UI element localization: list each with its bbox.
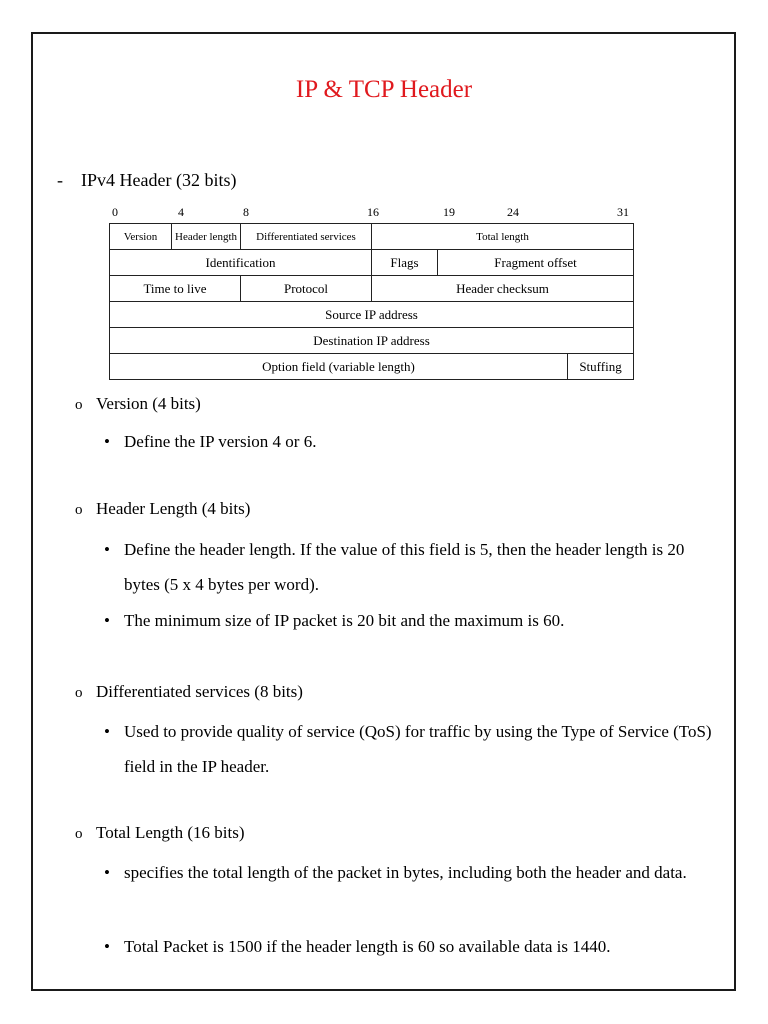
circle-marker: o — [75, 826, 83, 842]
field-destination-ip: Destination IP address — [110, 328, 634, 354]
bullet-dot: • — [104, 937, 110, 956]
table-row — [110, 328, 634, 354]
section-heading — [57, 170, 236, 191]
field-flags: Flags — [372, 250, 438, 276]
field-fragment-offset: Fragment offset — [438, 250, 634, 276]
bullet-dot: • — [104, 540, 110, 559]
subheading-text: Total Length (16 bits) — [96, 823, 245, 842]
bullet-text: Define the header length. If the value of this field is 5, then the header length is 20 bytes (5 x 4 bytes per word). — [124, 540, 685, 594]
field-differentiated-services: Differentiated services — [241, 224, 372, 250]
dash-marker: - — [57, 170, 63, 190]
ipv4-header-diagram — [109, 203, 633, 380]
bullet-text: specifies the total length of the packet in bytes, including both the header and data. — [124, 863, 687, 882]
bit-label: 8 — [243, 205, 249, 219]
bullet-item — [104, 532, 724, 602]
bit-labels — [109, 203, 633, 223]
field-identification: Identification — [110, 250, 372, 276]
bullet-text: The minimum size of IP packet is 20 bit and the maximum is 60. — [124, 611, 565, 630]
bullet-text: Total Packet is 1500 if the header length is 60 so available data is 1440. — [124, 937, 611, 956]
field-header-checksum: Header checksum — [372, 276, 634, 302]
bullet-item — [104, 929, 724, 964]
table-row — [110, 276, 634, 302]
bullet-dot: • — [104, 611, 110, 630]
bit-label: 24 — [507, 205, 519, 219]
bit-label: 4 — [178, 205, 184, 219]
bullet-item — [104, 424, 724, 459]
bullet-text: Define the IP version 4 or 6. — [124, 432, 317, 451]
subheading-text: Differentiated services (8 bits) — [96, 682, 303, 701]
subheading-differentiated-services — [75, 682, 303, 702]
circle-marker: o — [75, 397, 83, 413]
page-title: IP & TCP Header — [295, 76, 473, 103]
bullet-text: Used to provide quality of service (QoS) for traffic by using the Type of Service (ToS) field in the IP header. — [124, 722, 712, 776]
circle-marker: o — [75, 685, 83, 701]
field-source-ip: Source IP address — [110, 302, 634, 328]
subheading-header-length — [75, 499, 250, 519]
bit-label: 16 — [367, 205, 379, 219]
field-header-length: Header length — [172, 224, 241, 250]
subheading-version — [75, 394, 201, 414]
table-row — [110, 354, 634, 380]
subheading-total-length — [75, 823, 244, 843]
field-version: Version — [110, 224, 172, 250]
table-row — [110, 250, 634, 276]
bullet-item — [104, 714, 724, 784]
ipv4-header-table — [109, 223, 634, 380]
subheading-text: Header Length (4 bits) — [96, 499, 251, 518]
field-stuffing: Stuffing — [568, 354, 634, 380]
bit-label: 31 — [617, 205, 629, 219]
bit-label: 0 — [112, 205, 118, 219]
bullet-dot: • — [104, 722, 110, 741]
field-time-to-live: Time to live — [110, 276, 241, 302]
bullet-dot: • — [104, 432, 110, 451]
subheading-text: Version (4 bits) — [96, 394, 201, 413]
bit-label: 19 — [443, 205, 455, 219]
bullet-item — [104, 855, 724, 890]
field-total-length: Total length — [372, 224, 634, 250]
field-option: Option field (variable length) — [110, 354, 568, 380]
bullet-item — [104, 603, 724, 638]
section-heading-text: IPv4 Header (32 bits) — [81, 170, 237, 190]
circle-marker: o — [75, 502, 83, 518]
table-row — [110, 302, 634, 328]
field-protocol: Protocol — [241, 276, 372, 302]
table-row — [110, 224, 634, 250]
bullet-dot: • — [104, 863, 110, 882]
